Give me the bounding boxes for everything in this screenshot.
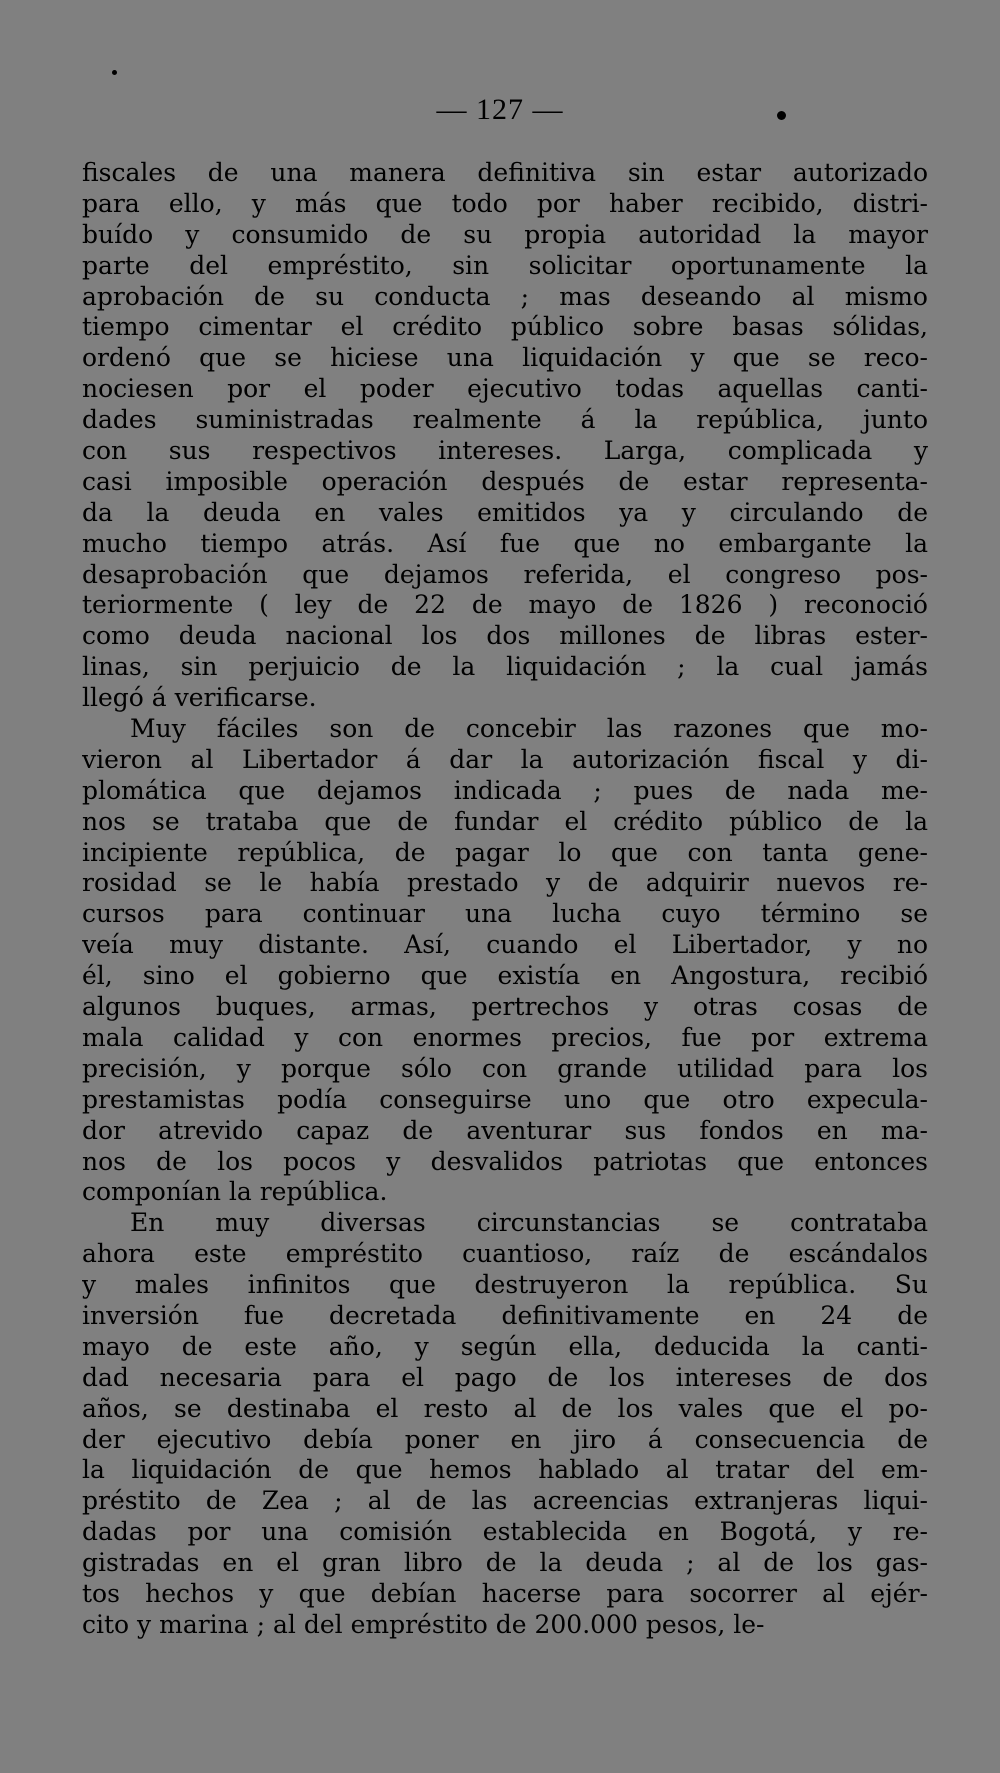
text-line: con sus respectivos intereses. Larga, complicada y bbox=[82, 436, 928, 466]
text-line: como deuda nacional los dos millones de libras ester- bbox=[82, 621, 928, 651]
text-line: gistradas en el gran libro de la deuda ; al de los gas- bbox=[82, 1548, 928, 1578]
text-line: y males infinitos que destruyeron la república. Su bbox=[82, 1270, 928, 1300]
text-line: la liquidación de que hemos hablado al tratar del em- bbox=[82, 1455, 928, 1485]
text-line: préstito de Zea ; al de las acreencias extranjeras liqui- bbox=[82, 1486, 928, 1516]
text-line: cito y marina ; al del empréstito de 200.000 pesos, le- bbox=[82, 1609, 765, 1639]
text-line: casi imposible operación después de estar representa- bbox=[82, 466, 928, 496]
paragraph bbox=[82, 1208, 928, 1640]
text-line: aprobación de su conducta ; mas deseando al mismo bbox=[82, 281, 928, 311]
text-line: cursos para continuar una lucha cuyo término se bbox=[82, 899, 928, 929]
paragraph bbox=[82, 714, 928, 1208]
text-line: tiempo cimentar el crédito público sobre basas sólidas, bbox=[82, 312, 928, 342]
text-line: años, se destinaba el resto al de los vales que el po- bbox=[82, 1393, 928, 1423]
text-line: ordenó que se hiciese una liquidación y que se reco- bbox=[82, 343, 928, 373]
text-line: prestamistas podía conseguirse uno que otro expecula- bbox=[82, 1084, 928, 1114]
text-line: Muy fáciles son de concebir las razones que mo- bbox=[130, 714, 928, 744]
text-line: dades suministradas realmente á la república, junto bbox=[82, 405, 928, 435]
text-line: plomática que dejamos indicada ; pues de nada me- bbox=[82, 775, 928, 805]
text-line: parte del empréstito, sin solicitar oportunamente la bbox=[82, 250, 928, 280]
text-line: dor atrevido capaz de aventurar sus fondos en ma- bbox=[82, 1115, 928, 1145]
text-line: dadas por una comisión establecida en Bogotá, y re- bbox=[82, 1517, 928, 1547]
body-text bbox=[82, 158, 928, 1641]
text-line: precisión, y porque sólo con grande utilidad para los bbox=[82, 1053, 928, 1083]
text-line: fiscales de una manera definitiva sin estar autorizado bbox=[82, 158, 928, 187]
page-number: — 127 — bbox=[436, 93, 564, 126]
text-line: buído y consumido de su propia autoridad la mayor bbox=[82, 219, 928, 249]
text-line: llegó á verificarse. bbox=[82, 683, 317, 713]
text-line: En muy diversas circunstancias se contrataba bbox=[130, 1208, 928, 1238]
text-line: teriormente ( ley de 22 de mayo de 1826 ) reconoció bbox=[82, 590, 928, 620]
text-line: componían la república. bbox=[82, 1177, 388, 1207]
text-line: der ejecutivo debía poner en jiro á consecuencia de bbox=[82, 1424, 928, 1454]
text-line: él, sino el gobierno que existía en Angostura, recibió bbox=[82, 961, 928, 991]
text-line: nos se trataba que de fundar el crédito público de la bbox=[82, 806, 928, 836]
paragraph bbox=[82, 158, 928, 714]
text-line: algunos buques, armas, pertrechos y otras cosas de bbox=[82, 992, 928, 1022]
text-line: mala calidad y con enormes precios, fue por extrema bbox=[82, 1022, 928, 1052]
text-line: nos de los pocos y desvalidos patriotas que entonces bbox=[82, 1146, 928, 1176]
text-line: nociesen por el poder ejecutivo todas aquellas canti- bbox=[82, 374, 928, 404]
text-line: mayo de este año, y según ella, deducida la canti- bbox=[82, 1331, 928, 1361]
text-line: incipiente república, de pagar lo que con tanta gene- bbox=[82, 837, 928, 867]
text-line: inversión fue decretada definitivamente en 24 de bbox=[82, 1300, 928, 1330]
text-line: tos hechos y que debían hacerse para socorrer al ejér- bbox=[82, 1578, 928, 1608]
text-line: para ello, y más que todo por haber recibido, distri- bbox=[82, 188, 928, 218]
text-line: rosidad se le había prestado y de adquirir nuevos re- bbox=[82, 868, 928, 898]
text-line: veía muy distante. Así, cuando el Libertador, y no bbox=[82, 930, 928, 960]
text-line: da la deuda en vales emitidos ya y circulando de bbox=[82, 497, 928, 527]
text-line: dad necesaria para el pago de los intereses de dos bbox=[82, 1362, 928, 1392]
text-line: vieron al Libertador á dar la autorización fiscal y di- bbox=[82, 744, 928, 774]
text-line: mucho tiempo atrás. Así fue que no embargante la bbox=[82, 528, 928, 558]
ink-speck bbox=[112, 70, 117, 75]
text-line: desaprobación que dejamos referida, el congreso pos- bbox=[82, 559, 928, 589]
text-line: linas, sin perjuicio de la liquidación ; la cual jamás bbox=[82, 652, 928, 682]
text-line: ahora este empréstito cuantioso, raíz de escándalos bbox=[82, 1239, 928, 1269]
